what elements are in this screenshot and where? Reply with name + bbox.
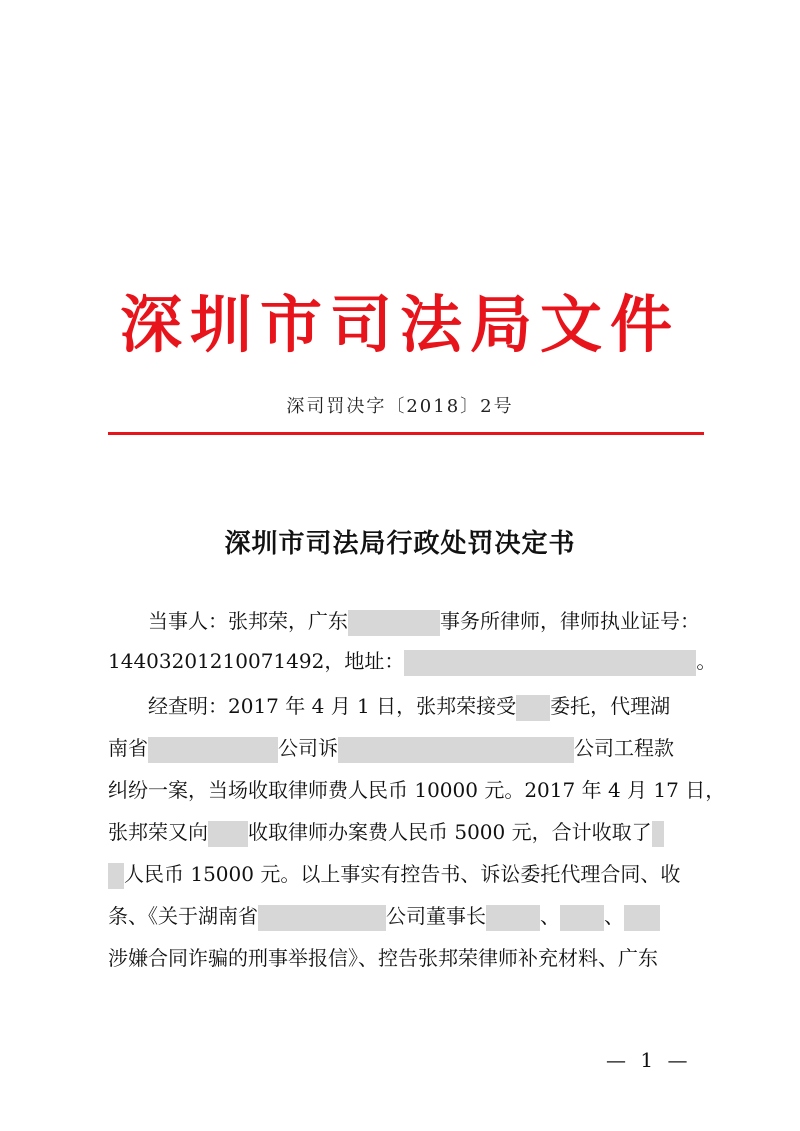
findings-text: 张邦荣又向 xyxy=(108,820,208,844)
redacted-block xyxy=(338,737,574,763)
sentence-end-text: 。 xyxy=(696,649,717,673)
paragraph-line xyxy=(108,770,726,810)
findings-text: 经查明：2017 年 4 月 1 日，张邦荣接受 xyxy=(148,694,517,718)
paragraph-line xyxy=(108,938,704,978)
law-firm-text: 事务所律师，律师执业证号： xyxy=(440,609,700,633)
findings-text: 公司诉 xyxy=(278,736,338,760)
redacted-block xyxy=(148,737,278,763)
redacted-block xyxy=(624,905,660,931)
findings-text: 公司董事长 xyxy=(386,904,486,928)
findings-text: 公司工程款 xyxy=(574,736,674,760)
paragraph-line xyxy=(108,728,704,768)
redacted-block xyxy=(258,905,386,931)
findings-text: 涉嫌合同诈骗的刑事举报信》、控告张邦荣律师补充材料、广东 xyxy=(108,946,658,970)
findings-text: 条、《关于湖南省 xyxy=(108,904,258,928)
license-address-text: 14403201210071492，地址： xyxy=(108,649,405,673)
paragraph-line xyxy=(108,812,704,852)
findings-text: 人民币 15000 元。以上事实有控告书、诉讼委托代理合同、收 xyxy=(124,862,681,886)
redacted-block xyxy=(208,821,248,847)
issuing-authority-header: 深圳市司法局文件 xyxy=(119,288,680,361)
findings-text: 收取律师办案费人民币 5000 元，合计收取了 xyxy=(248,820,652,844)
redacted-block xyxy=(404,650,696,676)
red-divider-line xyxy=(108,432,704,435)
redacted-block xyxy=(486,905,540,931)
redacted-block xyxy=(652,821,664,847)
paragraph-line xyxy=(108,641,717,681)
redacted-block xyxy=(516,695,550,721)
findings-text: 委托，代理湖 xyxy=(550,694,671,718)
document-number: 深司罚决字〔2018〕2号 xyxy=(286,396,514,417)
findings-text: 、 xyxy=(604,904,624,928)
page-number: — 1 — xyxy=(606,1048,692,1072)
redacted-block xyxy=(108,863,124,889)
paragraph-line xyxy=(108,601,704,641)
paragraph-line xyxy=(108,854,704,894)
party-label-text: 当事人：张邦荣，广东 xyxy=(148,609,348,633)
findings-text: 南省 xyxy=(108,736,148,760)
paragraph-line xyxy=(108,686,704,726)
findings-text: 纠纷一案，当场收取律师费人民币 10000 元。2017 年 4 月 17 日， xyxy=(108,778,726,802)
redacted-block xyxy=(348,610,440,636)
paragraph-line xyxy=(108,896,704,936)
findings-text: 、 xyxy=(540,904,560,928)
decision-title: 深圳市司法局行政处罚决定书 xyxy=(224,529,576,559)
redacted-block xyxy=(560,905,604,931)
